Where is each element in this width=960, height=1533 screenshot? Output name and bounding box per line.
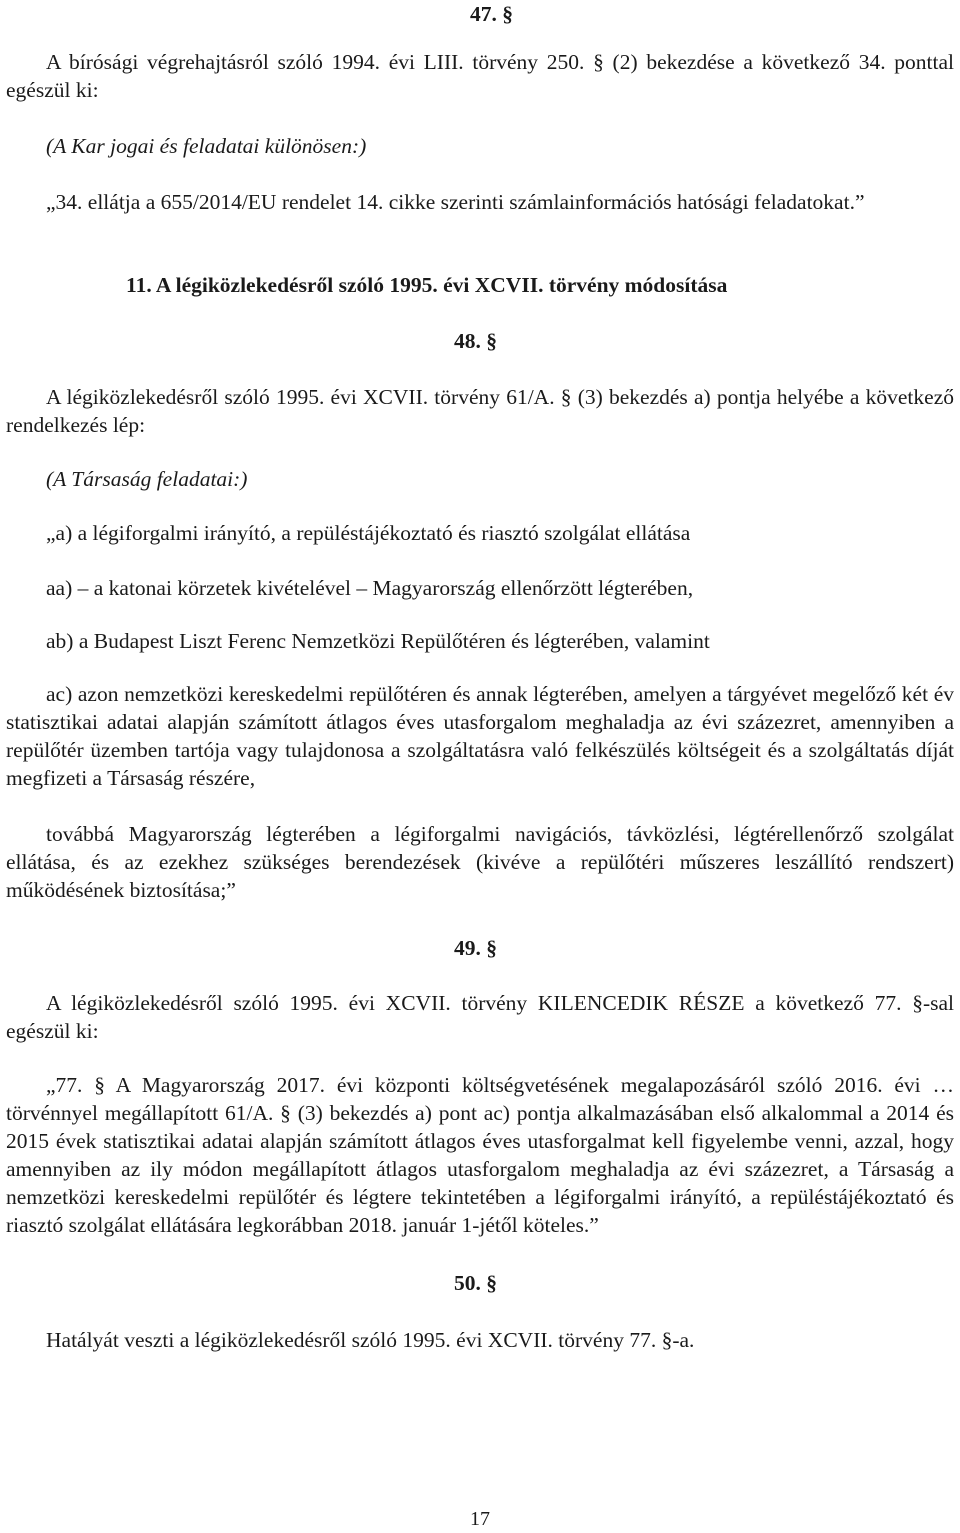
section-50-text: Hatályát veszti a légiközlekedésről szóló 1995. évi XCVII. törvény 77. §-a. [46, 1328, 695, 1352]
section-48-point-ac: ac) azon nemzetközi kereskedelmi repülőtéren és annak légterében, amelyen a tárgyévet megelőző két év statisztikai adatai alapján számított átlagos éves utasforgalom meghaladja az évi százezret, amennyiben a repülőtér üzemben tartója vagy tulajdonosa a szolgáltatásra való felkészülés költségeit és a szolgáltatás díját megfizeti a Társaság részére, [6, 682, 954, 790]
section-48-number: 48. § [454, 329, 497, 353]
section-49-number: 49. § [454, 936, 497, 960]
section-47-text: A bírósági végrehajtásról szóló 1994. évi LIII. törvény 250. § (2) bekezdése a következő 34. ponttal egészül ki: [6, 50, 954, 102]
page-number: 17 [470, 1508, 490, 1530]
section-48-continuation: továbbá Magyarország légterében a légiforgalmi navigációs, távközlési, légtérellenőrző szolgálat ellátása, és az ezekhez szükséges berendezések (kivéve a repülőtéri műszeres leszállító rendszert) működésének biztosítása;” [6, 822, 954, 902]
section-49-text: A légiközlekedésről szóló 1995. évi XCVII. törvény KILENCEDIK RÉSZE a következő 77. §-sal egészül ki: [6, 991, 954, 1043]
section-48-intro: (A Társaság feladatai:) [46, 467, 248, 491]
section-48-point-aa: aa) – a katonai körzetek kivételével – Magyarország ellenőrzött légterében, [46, 576, 694, 600]
section-48-point-ab: ab) a Budapest Liszt Ferenc Nemzetközi Repülőtéren és légterében, valamint [46, 629, 710, 653]
section-48-point-a: „a) a légiforgalmi irányító, a repüléstájékoztató és riasztó szolgálat ellátása [46, 521, 691, 545]
section-47-quote: „34. ellátja a 655/2014/EU rendelet 14. cikke szerinti számlainformációs hatósági feladatokat.” [46, 190, 865, 214]
section-47-number: 47. § [470, 2, 513, 26]
section-50-number: 50. § [454, 1271, 497, 1295]
section-49-quote: „77. § A Magyarország 2017. évi központi költségvetésének megalapozásáról szóló 2016. évi … törvénnyel megállapított 61/A. § (3) bekezdés a) pont ac) pontja alkalmazásában első alkalommal a 2014 és 2015 évek statisztikai adatai alapján számított átlagos éves utasforgalmat kell figyelembe venni, azzal, hogy amennyiben az ily módon megállapított átlagos utasforgalom meghaladja az évi százezret, a Társaság a nemzetközi kereskedelmi repülőtér és légtere tekintetében a légiforgalmi irányító, a repüléstájékoztató és riasztó szolgálat ellátására legkorábban 2018. január 1-jétől köteles.” [6, 1073, 954, 1237]
chapter-11-heading: 11. A légiközlekedésről szóló 1995. évi XCVII. törvény módosítása [126, 273, 728, 297]
section-48-text: A légiközlekedésről szóló 1995. évi XCVII. törvény 61/A. § (3) bekezdés a) pontja helyébe a következő rendelkezés lép: [6, 385, 954, 437]
section-47-intro: (A Kar jogai és feladatai különösen:) [46, 134, 367, 158]
